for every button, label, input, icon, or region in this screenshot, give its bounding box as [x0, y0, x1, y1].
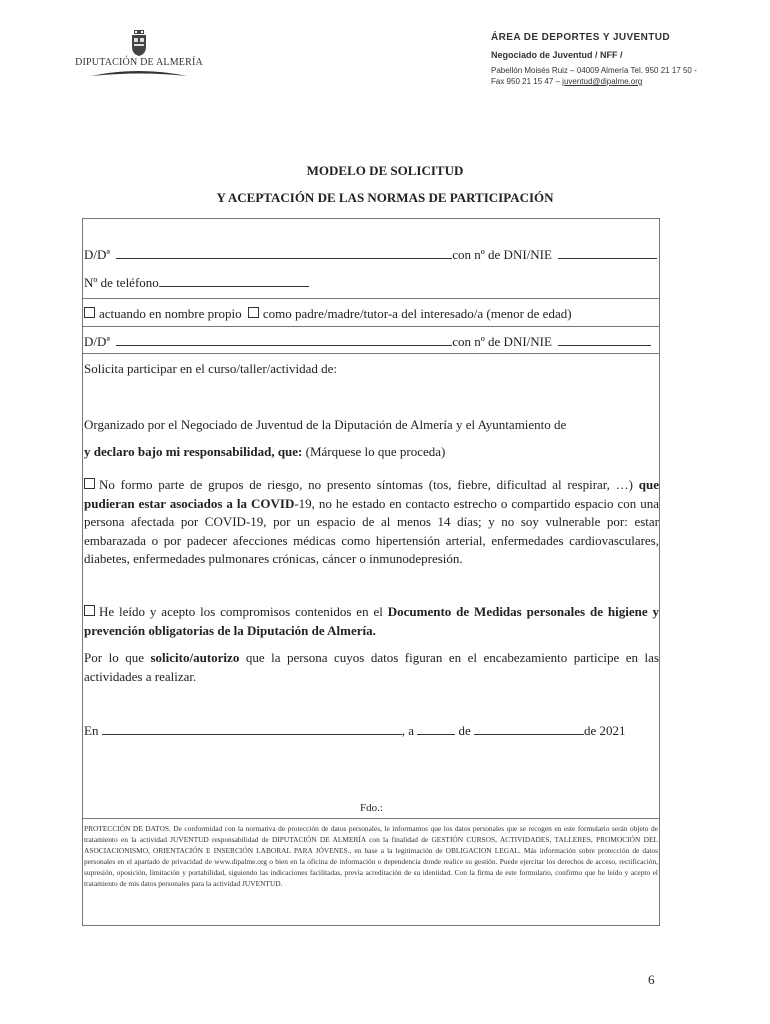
measures-checkbox[interactable]: [84, 605, 95, 616]
authorization-statement: [84, 649, 659, 686]
a-label: , a: [401, 723, 414, 738]
divider: [82, 353, 660, 354]
declaration-row: [84, 444, 445, 460]
declaration-note: (Márquese lo que proceda): [302, 444, 446, 459]
dda-label: D/Dª: [84, 247, 110, 262]
logo-text: DIPUTACIÓN DE ALMERÍA: [75, 57, 203, 68]
name-field[interactable]: [116, 246, 452, 259]
day-field[interactable]: [417, 722, 455, 735]
dni-label: con nº de DNI/NIE: [452, 247, 552, 262]
name-field-2[interactable]: [116, 333, 452, 346]
solicita-text: Solicita participar en el curso/taller/actividad de:: [84, 361, 338, 376]
department-header: [491, 32, 751, 87]
covid-checkbox[interactable]: [84, 478, 95, 489]
guardian-checkbox[interactable]: [248, 307, 259, 318]
representation-row: [84, 306, 572, 322]
year-label: de 2021: [584, 723, 626, 738]
divider: [82, 298, 660, 299]
place-field[interactable]: [102, 722, 402, 735]
email-link[interactable]: juventud@dipalme.org: [562, 77, 643, 86]
dda2-label: D/Dª: [84, 334, 110, 349]
phone-field[interactable]: [159, 274, 309, 287]
authorization-bold: solicito/autorizo: [150, 650, 240, 665]
divider: [82, 818, 660, 819]
dni2-label: con nº de DNI/NIE: [452, 334, 552, 349]
page-number: 6: [648, 972, 655, 987]
document-subtitle: Y ACEPTACIÓN DE LAS NORMAS DE PARTICIPACIÓN: [216, 190, 554, 205]
covid-text-bold: que pudieran estar asociados a la COVID: [84, 477, 659, 511]
divider: [82, 326, 660, 327]
authorization-text-a: Por lo que: [84, 650, 151, 665]
measures-text-bold: Documento de Medidas personales de higiene y prevención obligatorias de la Diputación de Almería.: [84, 604, 659, 638]
covid-statement: [84, 476, 659, 569]
declaration-bold: y declaro bajo mi responsabilidad, que:: [84, 444, 303, 459]
address: [491, 65, 751, 87]
own-behalf-label: actuando en nombre propio: [99, 306, 242, 321]
measures-text: He leído y acepto los compromisos contenidos en el: [99, 604, 388, 619]
dni-field-2[interactable]: [558, 333, 651, 346]
form-box: [82, 218, 660, 926]
measures-statement: [84, 603, 659, 640]
own-behalf-checkbox[interactable]: [84, 307, 95, 318]
organizado-text: Organizado por el Negociado de Juventud de la Diputación de Almería y el Ayuntamiento de: [84, 417, 567, 432]
authorization-text-b: que la persona cuyos datos figuran en el encabezamiento participe en las actividades a realizar.: [84, 650, 659, 684]
area-title: ÁREA DE DEPORTES Y JUVENTUD: [491, 32, 670, 43]
covid-text-a: No formo parte de grupos de riesgo, no presento síntomas (tos, fiebre, dificultad al respirar, …): [99, 477, 639, 492]
address-line-1: Pabellón Moisés Ruiz – 04009 Almería Tel. 950 21 17 50 -: [491, 66, 697, 75]
signature-label: Fdo.:: [360, 802, 383, 814]
coat-of-arms-icon: [131, 30, 147, 56]
document-title: MODELO DE SOLICITUD: [306, 163, 464, 178]
name-row: [84, 246, 657, 263]
name-row-2: [84, 333, 651, 350]
place-date-row: [84, 722, 626, 739]
logo-swoosh: [89, 68, 189, 78]
covid-text-b: -19, no he estado en contacto estrecho o compartido espacio con una persona afectada por COVID-19, por un espacio de al menos 14 días; y no soy vulnerable por: estar embarazada o por padecer afecciones médicas como hipertensión arterial, enfermedades cardiovasculares, diabetes, enfermedades pulmonares crónicas, cáncer o inmunodepresión.: [84, 495, 659, 566]
de-label: de: [458, 723, 471, 738]
data-protection-notice: PROTECCIÓN DE DATOS. De conformidad con la normativa de protección de datos personales, le informamos que los datos personales que se recogen en este formulario serán objeto de tratamiento en la actividad JUVENTUD responsabilidad de DIPUTACIÓN DE ALMERÍA con la finalidad de GESTIÓN CURSOS, ACTIVIDADES, TALLERES, PROMOCIÓN DEL ASOCIACIONISMO, ORIENTACIÓN E INSERCIÓN LABORAL PARA JÓVENES., en base a la legitimación de OBLIGACION LEGAL. Más información sobre protección de datos personales en el apartado de privacidad de www.dipalme.org o bien en la oficina de información o dependencia donde realice su gestión. Puede ejercitar los derechos de acceso, rectificación, supresión, oposición, limitación y portabilidad, siguiendo las indicaciones facilitadas, previa acreditación de su identidad. Con la firma de este formulario, confirmo que he leído y acepto el tratamiento de mis datos personales para la actividad JUVENTUD.: [84, 824, 658, 888]
month-field[interactable]: [474, 722, 584, 735]
phone-row: [84, 274, 309, 291]
diputacion-logo: [74, 30, 204, 78]
negociado-label: Negociado de Juventud / NFF /: [491, 50, 623, 60]
dni-field[interactable]: [558, 246, 657, 259]
en-label: En: [84, 723, 99, 738]
address-line-2: Fax 950 21 15 47 –: [491, 77, 563, 86]
phone-label: Nº de teléfono: [84, 275, 159, 290]
guardian-label: como padre/madre/tutor-a del interesado/a (menor de edad): [262, 306, 572, 321]
